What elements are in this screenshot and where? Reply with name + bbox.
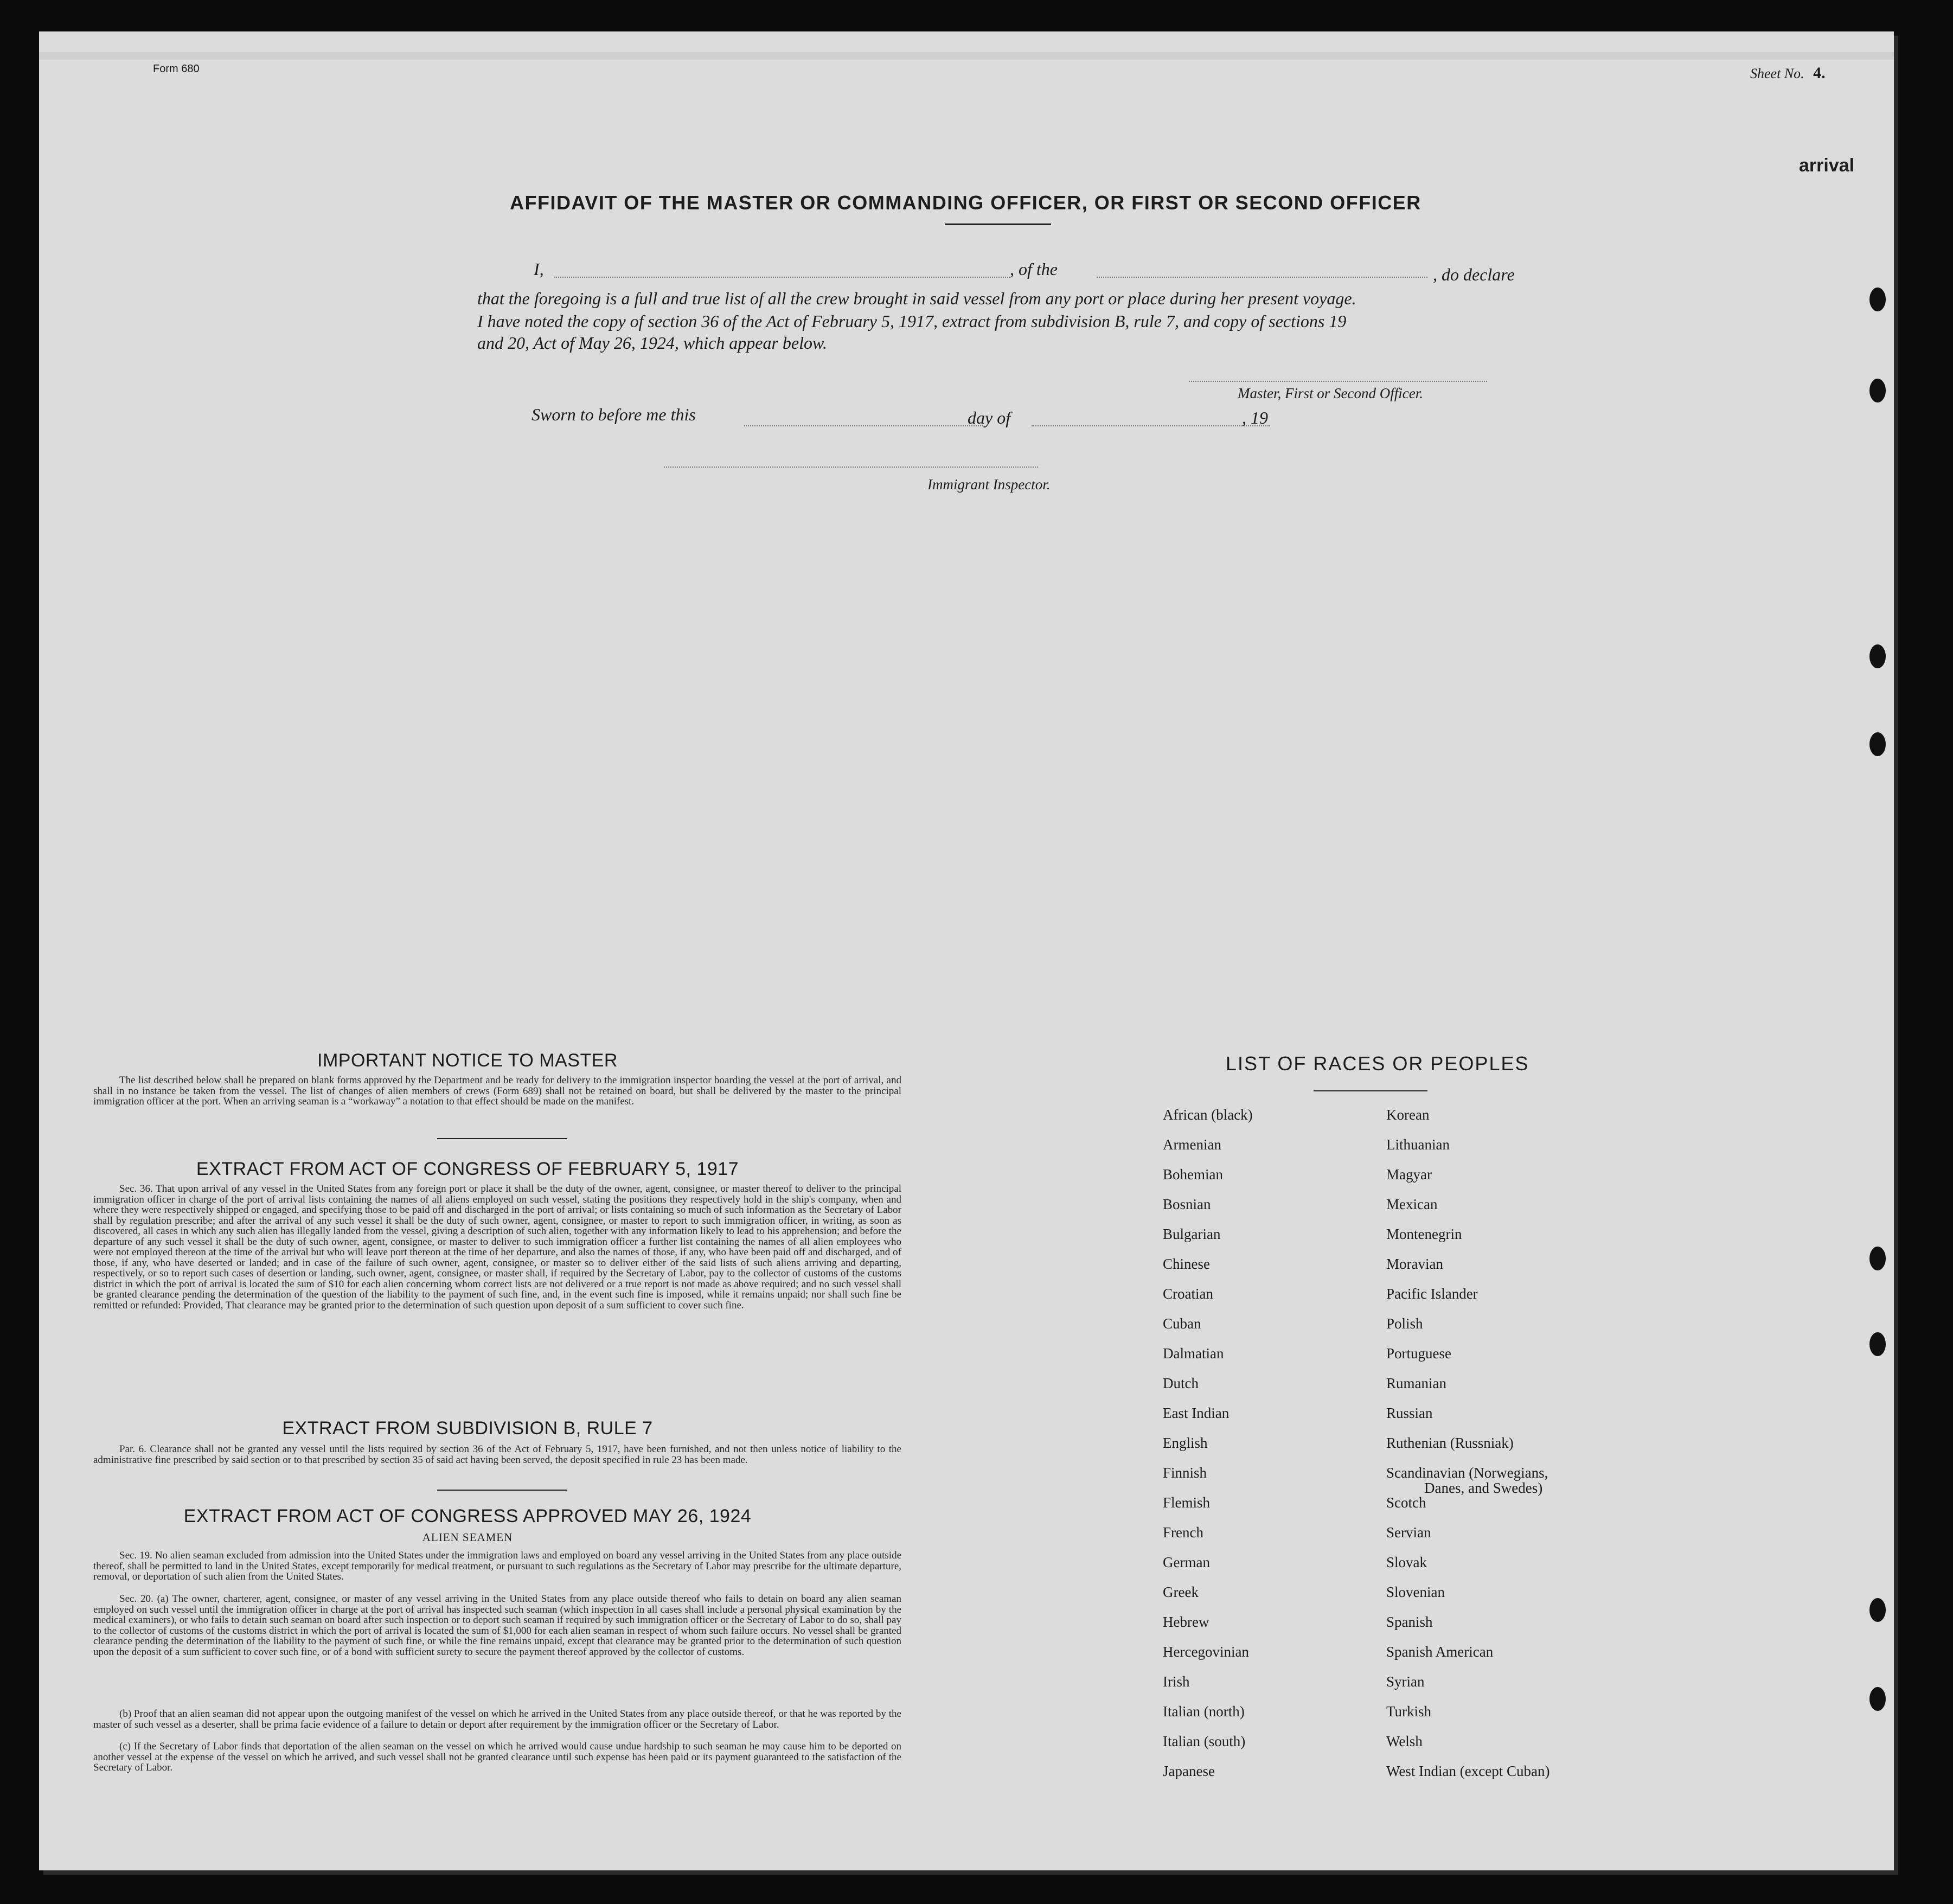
vessel-field[interactable] (1097, 277, 1427, 278)
title-rule (945, 223, 1051, 225)
race-item: Turkish (1386, 1703, 1432, 1720)
year-label: , 19 (1242, 408, 1268, 427)
race-item: West Indian (except Cuban) (1386, 1763, 1550, 1779)
affidavit-line-3: and 20, Act of May 26, 1924, which appear below. (477, 333, 827, 353)
do-declare-label: , do declare (1433, 265, 1515, 284)
race-item: Greek (1163, 1584, 1199, 1600)
sec20a-text: Sec. 20. (a) The owner, charterer, agent, consignee, or master of any vessel arriving in the United States from any place outside thereof who fails to detain on board any alien seaman employed on such vessel until the immigration officer in charge at the port of arrival has inspected such seaman (which inspection in all cases shall include a personal physical examination by the medical examiners), or who fails to detain such seaman on board after such inspection or to deport such seaman if required by such immigration officer or the Secretary of Labor to do so, shall pay to the collector of customs of the customs district in which the port of arrival is located the sum of $1,000 for each alien seaman in respect of whom such failure occurs. No vessel shall be granted clearance pending the determination of the liability to the payment of such fine, or while the fine remains unpaid, except that clearance may be granted prior to the determination of such question upon the deposit of a sum sufficient to cover such fine, or of a bond with sufficient surety to secure the payment thereof approved by the collector of customs. (93, 1593, 901, 1658)
race-item: Danes, and Swedes) (1424, 1480, 1543, 1496)
divider (437, 1138, 567, 1139)
races-title: LIST OF RACES OR PEOPLES (1226, 1052, 1529, 1075)
page-edge (39, 52, 1894, 60)
sec20b-text: (b) Proof that an alien seaman did not appear upon the outgoing manifest of the vessel on which he arrived in the United States from any place outside thereof, or that he was reported by the master of such vessel as a deserter, shall be prima facie evidence of a failure to detain or deport after requirement by the immigration officer or the Secretary of Labor. (93, 1708, 901, 1730)
affidavit-line-2: I have noted the copy of section 36 of the Act of February 5, 1917, extract from subdivision B, rule 7, and copy of sections 19 (477, 311, 1347, 331)
sheet-label: Sheet No. (1750, 66, 1804, 81)
sheet-value: 4. (1813, 64, 1826, 82)
race-item: Bohemian (1163, 1166, 1223, 1183)
race-item: Moravian (1386, 1256, 1443, 1272)
race-item: Rumanian (1386, 1375, 1446, 1391)
binder-hole (1869, 1687, 1886, 1711)
signature-field[interactable] (1189, 381, 1487, 382)
binder-hole (1869, 1598, 1886, 1622)
race-item: Scotch (1386, 1494, 1426, 1511)
of-the-label: , of the (1010, 259, 1058, 279)
extract-1917-title: EXTRACT FROM ACT OF CONGRESS OF FEBRUARY 5, 1917 (196, 1159, 739, 1179)
race-item: Slovak (1386, 1554, 1427, 1570)
sworn-label: Sworn to before me this (532, 405, 696, 424)
binder-hole (1869, 1247, 1886, 1270)
race-item: Finnish (1163, 1465, 1207, 1481)
extract-1924-title: EXTRACT FROM ACT OF CONGRESS APPROVED MAY 26, 1924 (183, 1506, 752, 1526)
race-item: Pacific Islander (1386, 1286, 1478, 1302)
race-item: Russian (1386, 1405, 1433, 1421)
binder-hole (1869, 1332, 1886, 1356)
race-item: Cuban (1163, 1315, 1201, 1332)
race-item: Scandinavian (Norwegians, (1386, 1465, 1548, 1481)
race-item: East Indian (1163, 1405, 1230, 1421)
sec20c-text: (c) If the Secretary of Labor finds that deportation of the alien seaman on the vessel on which he arrived would cause undue hardship to such seaman he may cause him to be deported on another vessel at the expense of the vessel on which he arrived, and such vessel shall not be granted clearance until such expense has been paid or its payment guaranteed to the satisfaction of the Secretary of Labor. (93, 1741, 901, 1773)
extract-1917-text: Sec. 36. That upon arrival of any vessel in the United States from any foreign port or place it shall be the duty of the owner, agent, consignee, or master thereof to deliver to the principal immigration officer in charge of the port of arrival lists containing the names of all aliens employed on such vessel, stating the positions they respectively hold in the ship's company, when and where they were respectively shipped or engaged, and specifying those to be paid off and discharged in the port of arrival; or lists containing so much of such information as the Secretary of Labor shall by regulation prescribe; and after the arrival of any such vessel it shall be the duty of such owner, agent, consignee, or master to report to such immigration officer, in writing, as soon as discovered, all cases in which any such alien has illegally landed from the vessel, giving a description of such alien, together with any information likely to lead to his apprehension; and before the departure of any such vessel it shall be the duty of such owner, agent, consignee, or master to deliver to such immigration officer a further list containing the names of all alien employees who were not employed thereon at the time of the arrival but who will leave port thereon at the time of her departure, and also the names of those, if any, who have been paid off and discharged, and of those, if any, who have deserted or landed; and in case of the failure of such owner, agent, consignee, or master so to deliver either of the said lists of such aliens arriving and departing, respectively, or so to report such cases of desertion or landing, such owner, agent, consignee, or master shall, if required by the Secretary of Labor, pay to the collector of customs of the customs district in which the port of arrival is located the sum of $10 for each alien concerning whom correct lists are not delivered or a true report is not made as above required; and no such vessel shall be granted clearance pending the determination of the question of the liability to the payment of such fine, and, in the event such fine is imposed, while it remains unpaid; nor shall such fine be remitted or refunded: Provided, That clearance may be granted prior to the determination of such question upon deposit of a sum sufficient to cover such fine. (93, 1183, 901, 1311)
race-item: Croatian (1163, 1286, 1213, 1302)
race-item: Dalmatian (1163, 1345, 1224, 1362)
race-item: English (1163, 1435, 1208, 1451)
race-item: Ruthenian (Russniak) (1386, 1435, 1514, 1451)
binder-hole (1869, 732, 1886, 756)
race-item: Portuguese (1386, 1345, 1451, 1362)
day-field[interactable] (744, 425, 983, 426)
race-item: Bulgarian (1163, 1226, 1221, 1242)
race-item: Montenegrin (1386, 1226, 1462, 1242)
day-of-label: day of (968, 408, 1011, 427)
race-item: Dutch (1163, 1375, 1199, 1391)
race-item: French (1163, 1524, 1203, 1541)
i-label: I, (534, 259, 544, 279)
document-page (39, 31, 1894, 1870)
extract-rule7-title: EXTRACT FROM SUBDIVISION B, RULE 7 (282, 1418, 653, 1439)
sheet-number (1750, 64, 1826, 82)
inspector-signature-field[interactable] (664, 467, 1038, 468)
race-item: Servian (1386, 1524, 1431, 1541)
binder-hole (1869, 379, 1886, 402)
race-item: African (black) (1163, 1107, 1253, 1123)
edge-text: arrival (1799, 155, 1855, 176)
inspector-label: Immigrant Inspector. (927, 476, 1051, 493)
divider (437, 1490, 567, 1491)
notice-text: The list described below shall be prepared on blank forms approved by the Department and be ready for delivery to the immigration inspector boarding the vessel at the port of arrival, and shall in no instance be taken from the vessel. The list of changes of alien members of crews (Form 689) shall not be retained on board, but shall be delivered by the master to the principal immigration officer at the port. When an arriving seaman is a “workaway” a notation to that effect should be made on the manifest. (93, 1075, 901, 1107)
sec19-text: Sec. 19. No alien seaman excluded from admission into the United States under the immigration laws and employed on board any vessel arriving in the United States from any place outside thereof, shall be permitted to land in the United States, except temporarily for medical treatment, or pursuant to such regulations as the Secretary of Labor may prescribe for the ultimate departure, removal, or deportation of such alien from the United States. (93, 1550, 901, 1582)
race-item: Armenian (1163, 1136, 1221, 1153)
affidavit-title: AFFIDAVIT OF THE MASTER OR COMMANDING OFFICER, OR FIRST OR SECOND OFFICER (510, 191, 1421, 214)
race-item: Hebrew (1163, 1614, 1209, 1630)
affidavit-line-1: that the foregoing is a full and true list of all the crew brought in said vessel from any port or place during her present voyage. (477, 289, 1356, 308)
race-item: Spanish (1386, 1614, 1433, 1630)
notice-title: IMPORTANT NOTICE TO MASTER (317, 1050, 618, 1071)
race-item: Italian (south) (1163, 1733, 1246, 1749)
race-item: Italian (north) (1163, 1703, 1245, 1720)
race-item: Bosnian (1163, 1196, 1211, 1212)
binder-hole (1869, 644, 1886, 668)
race-item: Slovenian (1386, 1584, 1445, 1600)
race-item: Mexican (1386, 1196, 1438, 1212)
name-field[interactable] (554, 277, 1010, 278)
alien-seamen-subtitle: ALIEN SEAMEN (422, 1531, 513, 1544)
binder-hole (1869, 287, 1886, 311)
race-item: Korean (1386, 1107, 1430, 1123)
race-item: Japanese (1163, 1763, 1215, 1779)
extract-rule7-text: Par. 6. Clearance shall not be granted any vessel until the lists required by section 36 of the Act of February 5, 1917, have been furnished, and not then unless notice of liability to the administrative fine prescribed by said section or to that prescribed by section 35 of said act having been served, the deposit specified in rule 23 has been made. (93, 1443, 901, 1466)
race-item: Lithuanian (1386, 1136, 1450, 1153)
race-item: German (1163, 1554, 1210, 1570)
signer-label: Master, First or Second Officer. (1238, 385, 1423, 401)
race-item: Irish (1163, 1673, 1190, 1690)
race-item: Chinese (1163, 1256, 1210, 1272)
race-item: Spanish American (1386, 1644, 1494, 1660)
race-item: Magyar (1386, 1166, 1432, 1183)
month-field[interactable] (1032, 425, 1270, 426)
race-item: Welsh (1386, 1733, 1423, 1749)
form-number: Form 680 (153, 63, 200, 75)
race-item: Syrian (1386, 1673, 1425, 1690)
races-rule (1314, 1090, 1427, 1091)
race-item: Polish (1386, 1315, 1423, 1332)
race-item: Flemish (1163, 1494, 1211, 1511)
race-item: Hercegovinian (1163, 1644, 1249, 1660)
